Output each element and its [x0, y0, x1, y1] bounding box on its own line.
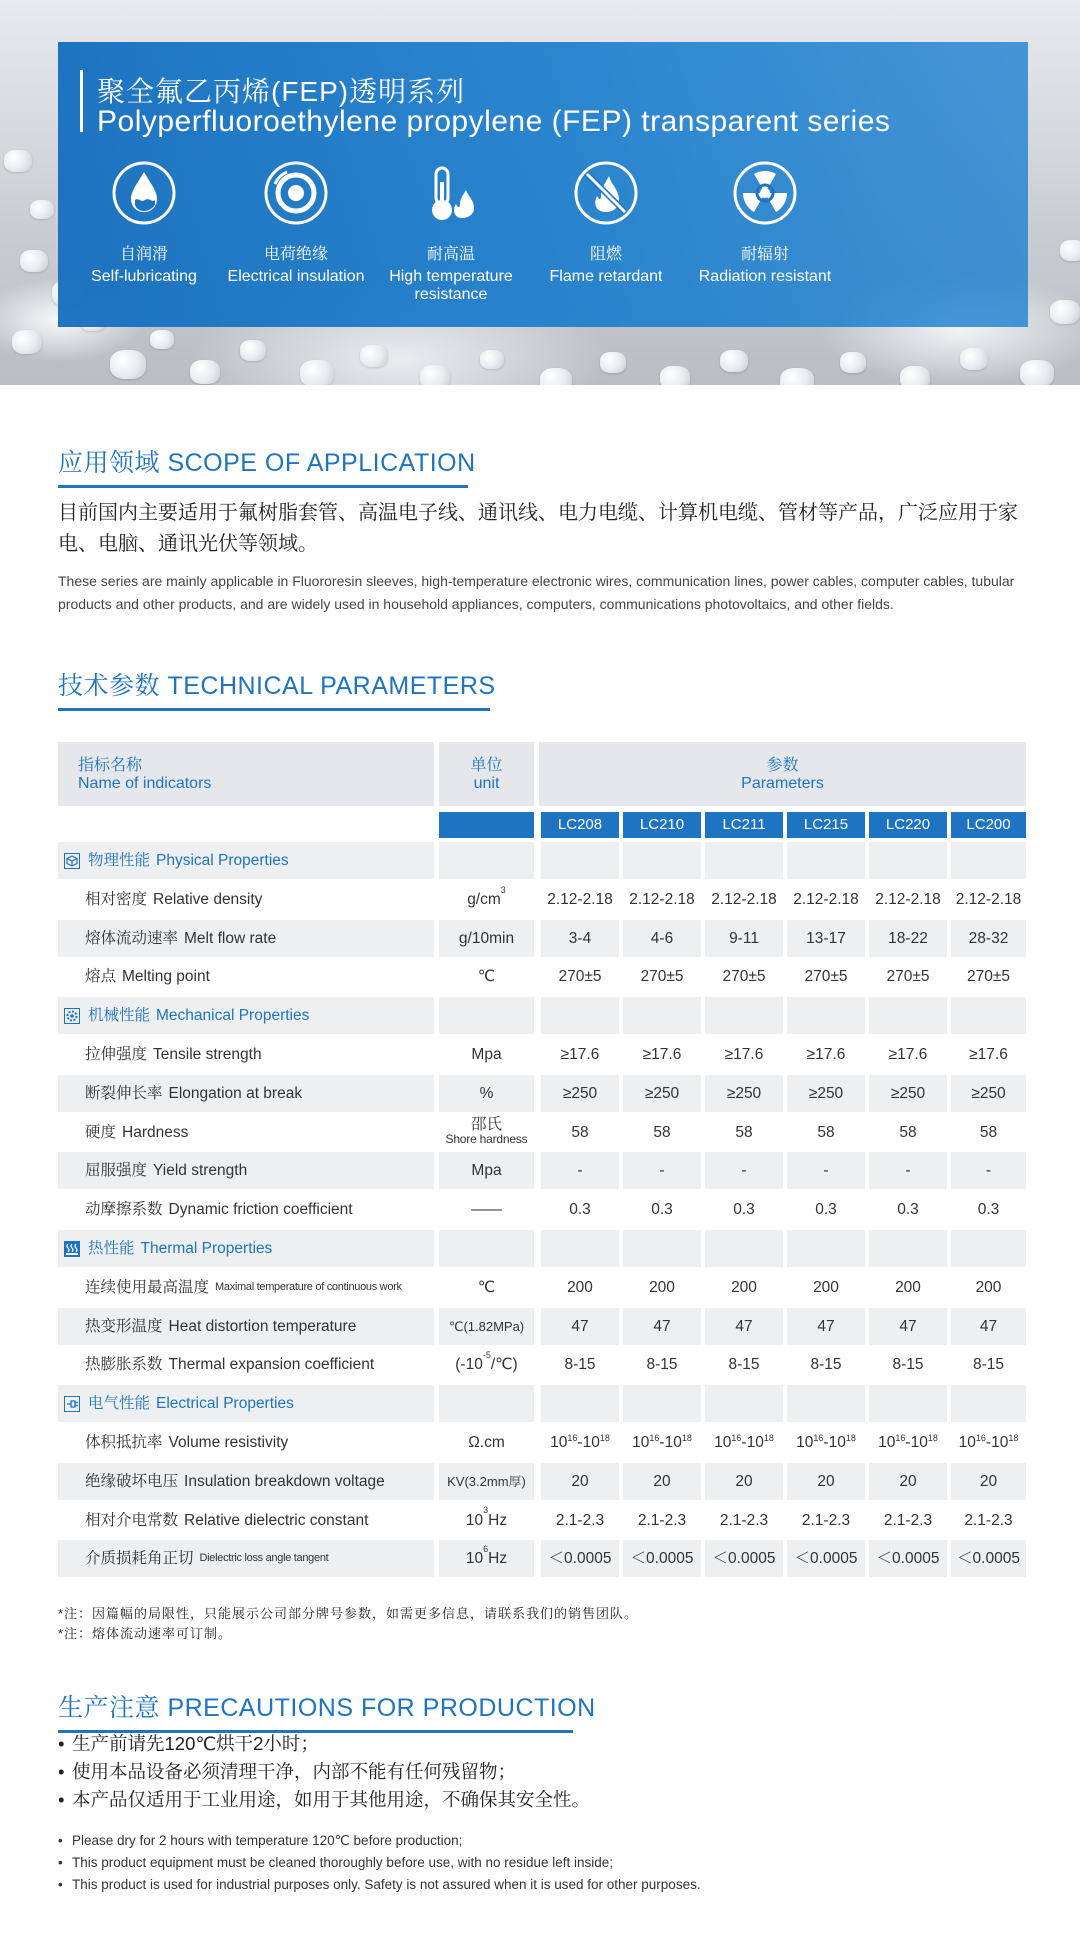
- unit-cell: $g/cm^3$: [439, 881, 534, 918]
- header-param-en: Parameters: [741, 775, 824, 792]
- name-en: Dynamic friction coefficient: [168, 1201, 353, 1219]
- indicator-name: [58, 1308, 434, 1345]
- pellet: [480, 350, 504, 369]
- value-cell: [951, 1230, 1026, 1267]
- value-cell: -: [541, 1152, 619, 1189]
- value-cell: 58: [951, 1114, 1026, 1151]
- unit-cell: $10^6Hz$: [439, 1540, 534, 1577]
- name-en: Dielectric loss angle tangent: [199, 1552, 329, 1565]
- value-cell: [623, 1230, 701, 1267]
- name-en: Yield strength: [153, 1162, 248, 1180]
- value-cell: [623, 1385, 701, 1422]
- value-cell: ＜0.0005: [869, 1540, 947, 1577]
- feature-label-cn: 自润滑: [119, 246, 168, 263]
- feature-label-cn: 阻燃: [589, 246, 622, 263]
- table-row: [58, 881, 1026, 920]
- table-row: [58, 1152, 1026, 1191]
- name-en: Volume resistivity: [168, 1434, 289, 1451]
- name-cn: 连续使用最高温度: [85, 1278, 210, 1296]
- grade-code: LC211: [705, 812, 783, 838]
- unit-cell: Mpa: [439, 1152, 534, 1189]
- scope-heading-underline: [58, 485, 468, 488]
- value-cell: 20: [541, 1463, 619, 1500]
- unit-code-block: [439, 812, 534, 838]
- hero-title-cn: 聚全氟乙丙烯(FEP)透明系列: [97, 76, 466, 107]
- name-en: Tensile strength: [153, 1046, 262, 1063]
- pellet: [720, 350, 748, 372]
- value-cell: 20: [869, 1463, 947, 1500]
- pellet: [110, 350, 146, 379]
- table-row: [58, 1540, 1026, 1579]
- value-cell: 10 $^{16}$ -10 $^{18}$: [869, 1424, 947, 1461]
- unit-cell: ℃: [439, 1269, 534, 1306]
- name-en: Electrical Properties: [156, 1395, 294, 1413]
- unit-cell: ℃: [439, 958, 534, 995]
- value-cell: ≥17.6: [541, 1036, 619, 1073]
- tech-heading-underline: [58, 708, 490, 711]
- indicator-name: [58, 958, 434, 995]
- value-cell: 47: [951, 1308, 1026, 1345]
- value-cell: 200: [623, 1269, 701, 1306]
- grade-code: LC220: [869, 812, 947, 838]
- feature-label-en: Electrical insulation: [227, 268, 365, 285]
- table-row: [58, 1308, 1026, 1347]
- value-cell: 270±5: [951, 958, 1026, 995]
- value-cell: 270±5: [869, 958, 947, 995]
- pellet: [900, 366, 930, 385]
- name-en: Maximal temperature of continuous work: [215, 1280, 402, 1293]
- water-drop-icon: [111, 160, 177, 226]
- value-cell: [541, 842, 619, 879]
- value-cell: 8-15: [705, 1346, 783, 1383]
- pellet: [780, 368, 814, 385]
- value-cell: 8-15: [787, 1346, 865, 1383]
- value-cell: [787, 997, 865, 1034]
- value-cell: 0.3: [541, 1191, 619, 1228]
- name-cn: 熔点: [85, 968, 117, 986]
- header-name-cell: [58, 742, 434, 806]
- value-cell: 2.12-2.18: [787, 881, 865, 918]
- value-cell: [705, 1230, 783, 1267]
- value-cell: [623, 997, 701, 1034]
- unit-cell: KV(3.2mm厚): [439, 1463, 534, 1500]
- value-cell: ≥250: [869, 1075, 947, 1112]
- indicator-name: [58, 1269, 434, 1306]
- pellet: [300, 360, 334, 385]
- indicator-name: [58, 881, 434, 918]
- table-row: [58, 958, 1026, 997]
- pellet: [190, 360, 220, 384]
- name-en: Thermal Properties: [140, 1240, 273, 1257]
- name-cn: 机械性能: [88, 1007, 151, 1025]
- name-cn: 动摩擦系数: [85, 1201, 163, 1219]
- unit-cell: 邵氏 Shore hardness: [439, 1114, 534, 1151]
- value-cell: -: [705, 1152, 783, 1189]
- table-row: [58, 1346, 1026, 1385]
- precautions-list-en: [58, 1830, 701, 1896]
- value-cell: 9-11: [705, 920, 783, 957]
- pellet: [4, 150, 32, 172]
- tech-heading: [58, 666, 496, 711]
- name-en: Mechanical Properties: [156, 1007, 310, 1025]
- value-cell: ≥250: [787, 1075, 865, 1112]
- name-en: Heat distortion temperature: [168, 1317, 357, 1335]
- hero-title-en: Polyperfluoroethylene propylene (FEP) transparent series: [97, 105, 891, 138]
- value-cell: 2.12-2.18: [705, 881, 783, 918]
- value-cell: 200: [951, 1269, 1026, 1306]
- list-item: • This product equipment must be cleaned thoroughly before use, with no residue left inside;: [58, 1855, 614, 1870]
- value-cell: 270±5: [705, 958, 783, 995]
- value-cell: [869, 842, 947, 879]
- unit-cell: [439, 842, 534, 879]
- table-row: [58, 1463, 1026, 1502]
- feature-label-cn: 电荷绝缘: [263, 246, 328, 263]
- value-cell: 2.1-2.3: [623, 1502, 701, 1539]
- name-cn: 硬度: [85, 1123, 117, 1141]
- feature-label-en: Radiation resistant: [698, 268, 832, 285]
- feature-radiation-resistant: [690, 160, 840, 286]
- name-en: Melting point: [122, 968, 210, 986]
- value-cell: [787, 842, 865, 879]
- category-row: [58, 997, 1026, 1036]
- unit-cell: $(-10^{-5}/℃)$: [439, 1346, 534, 1383]
- name-en: Melt flow rate: [184, 929, 277, 947]
- grade-code: LC210: [623, 812, 701, 838]
- table-row: [58, 1191, 1026, 1230]
- value-cell: 2.12-2.18: [541, 881, 619, 918]
- indicator-name: [58, 1346, 434, 1383]
- value-cell: [951, 997, 1026, 1034]
- feature-self-lubricating: [69, 160, 219, 286]
- value-cell: 8-15: [951, 1346, 1026, 1383]
- pellet: [960, 348, 988, 370]
- value-cell: 20: [705, 1463, 783, 1500]
- pellet: [1060, 240, 1080, 261]
- value-cell: 47: [869, 1308, 947, 1345]
- unit-cell: [439, 997, 534, 1034]
- indicator-name: [58, 1191, 434, 1228]
- name-cn: 热性能: [88, 1240, 135, 1257]
- scope-heading: [58, 443, 476, 488]
- list-item: • This product is used for industrial purposes only. Safety is not assured when it is used for other purposes.: [58, 1877, 701, 1892]
- value-cell: 270±5: [541, 958, 619, 995]
- unit-cell: %: [439, 1075, 534, 1112]
- table-header: [58, 742, 1026, 806]
- category-name: [58, 1230, 434, 1267]
- list-item: • 使用本品设备必须清理干净，内部不能有任何残留物；: [58, 1761, 517, 1782]
- value-cell: ≥250: [705, 1075, 783, 1112]
- unit-cell: Mpa: [439, 1036, 534, 1073]
- value-cell: ≥17.6: [951, 1036, 1026, 1073]
- value-cell: 58: [787, 1114, 865, 1151]
- gear-icon: [64, 1008, 80, 1024]
- value-cell: 2.12-2.18: [869, 881, 947, 918]
- value-cell: 3-4: [541, 920, 619, 957]
- feature-electrical-insulation: [221, 160, 371, 286]
- pellet: [30, 200, 54, 219]
- value-cell: [705, 842, 783, 879]
- value-cell: 20: [951, 1463, 1026, 1500]
- insulation-ring-icon: [263, 160, 329, 226]
- value-cell: ＜0.0005: [787, 1540, 865, 1577]
- value-cell: ≥250: [951, 1075, 1026, 1112]
- value-cell: 10 $^{16}$ -10 $^{18}$: [623, 1424, 701, 1461]
- value-cell: 58: [623, 1114, 701, 1151]
- pellet: [360, 345, 388, 367]
- value-cell: 0.3: [951, 1191, 1026, 1228]
- value-cell: 8-15: [541, 1346, 619, 1383]
- hero-title-bar: [80, 70, 83, 132]
- grade-code: LC215: [787, 812, 865, 838]
- unit-cell: [439, 1230, 534, 1267]
- name-cn: 绝缘破坏电压: [85, 1472, 179, 1490]
- precautions-heading-text: 生产注意 PRECAUTIONS FOR PRODUCTION: [58, 1694, 596, 1722]
- value-cell: ≥17.6: [623, 1036, 701, 1073]
- value-cell: -: [951, 1152, 1026, 1189]
- table-row: [58, 1424, 1026, 1463]
- feature-label-en: High temperature resistance: [389, 268, 513, 303]
- indicator-name: [58, 1075, 434, 1112]
- grade-code-row: [58, 812, 1026, 840]
- name-cn: 拉伸强度: [85, 1046, 148, 1063]
- table-row: [58, 1075, 1026, 1114]
- name-cn: 热膨胀系数: [85, 1356, 163, 1374]
- pellet: [600, 352, 626, 373]
- value-cell: ＜0.0005: [623, 1540, 701, 1577]
- pellet: [420, 365, 450, 385]
- name-cn: 体积抵抗率: [85, 1434, 163, 1451]
- name-en: Physical Properties: [156, 852, 289, 869]
- scope-text-en: These series are mainly applicable in Fluororesin sleeves, high-temperature electronic wires, communication lines, power cables, computer cables, tubular products and other products, and are widely used in household appliances, computers, communications photovoltaics, and other fields.: [58, 573, 1015, 612]
- radiation-icon: [732, 160, 798, 226]
- name-en: Elongation at break: [168, 1084, 303, 1102]
- value-cell: [541, 1230, 619, 1267]
- indicator-name: [58, 1114, 434, 1151]
- list-item: • 本产品仅适用于工业用途，如用于其他用途，不确保其安全性。: [58, 1789, 591, 1810]
- value-cell: 200: [541, 1269, 619, 1306]
- precautions-list-cn: [58, 1730, 590, 1814]
- plug-icon: [64, 1396, 80, 1412]
- value-cell: ＜0.0005: [951, 1540, 1026, 1577]
- name-cn: 熔体流动速率: [85, 929, 179, 947]
- value-cell: 10 $^{16}$ -10 $^{18}$: [951, 1424, 1026, 1461]
- name-cn: 断裂伸长率: [85, 1084, 163, 1102]
- hero-banner: [0, 0, 1080, 385]
- indicator-name: [58, 1540, 434, 1577]
- value-cell: ≥17.6: [869, 1036, 947, 1073]
- value-cell: 270±5: [787, 958, 865, 995]
- value-cell: 4-6: [623, 920, 701, 957]
- category-name: [58, 1385, 434, 1422]
- grade-code: LC208: [541, 812, 619, 838]
- value-cell: 2.1-2.3: [541, 1502, 619, 1539]
- value-cell: [623, 842, 701, 879]
- pellet: [840, 352, 866, 373]
- value-cell: 2.1-2.3: [951, 1502, 1026, 1539]
- feature-label-cn: 耐高温: [426, 246, 475, 263]
- precautions-heading: [58, 1688, 596, 1733]
- value-cell: 2.1-2.3: [787, 1502, 865, 1539]
- value-cell: 200: [787, 1269, 865, 1306]
- pellet: [540, 368, 572, 385]
- table-row: [58, 1502, 1026, 1541]
- category-row: [58, 1385, 1026, 1424]
- category-row: [58, 842, 1026, 881]
- indicator-name: [58, 1463, 434, 1500]
- name-en: Hardness: [122, 1123, 189, 1141]
- header-name-en: Name of indicators: [78, 775, 212, 792]
- value-cell: ＜0.0005: [541, 1540, 619, 1577]
- header-name-cn: 指标名称: [78, 757, 143, 774]
- value-cell: 2.1-2.3: [705, 1502, 783, 1539]
- scope-text-cn: 目前国内主要适用于氟树脂套管、高温电子线、通讯线、电力电缆、计算机电缆、管材等产品，广泛应用于家电、电脑、通讯光伏等领域。: [58, 502, 1018, 555]
- value-cell: 58: [869, 1114, 947, 1151]
- unit-cell: [439, 1385, 534, 1422]
- header-param-cell: [539, 742, 1026, 806]
- value-cell: [705, 1385, 783, 1422]
- feature-label-en: Flame retardant: [549, 268, 663, 285]
- value-cell: 0.3: [787, 1191, 865, 1228]
- name-en: Relative density: [153, 890, 263, 908]
- indicator-name: [58, 1502, 434, 1539]
- pellet: [660, 366, 690, 385]
- unit-cell: $10^3Hz$: [439, 1502, 534, 1539]
- value-cell: [787, 1385, 865, 1422]
- cube-icon: [64, 853, 80, 869]
- value-cell: 47: [705, 1308, 783, 1345]
- unit-cell: Ω.cm: [439, 1424, 534, 1461]
- header-param-cn: 参数: [766, 757, 799, 774]
- name-cn: 屈服强度: [85, 1162, 148, 1180]
- value-cell: 270±5: [623, 958, 701, 995]
- name-en: Insulation breakdown voltage: [184, 1472, 385, 1490]
- name-en: Thermal expansion coefficient: [168, 1356, 375, 1374]
- tech-heading-text: 技术参数 TECHNICAL PARAMETERS: [58, 672, 496, 700]
- value-cell: 0.3: [705, 1191, 783, 1228]
- thermometer-flame-icon: [418, 160, 484, 226]
- value-cell: [705, 997, 783, 1034]
- category-name: [58, 997, 434, 1034]
- value-cell: 0.3: [623, 1191, 701, 1228]
- table-row: [58, 1114, 1026, 1153]
- name-en: Relative dielectric constant: [184, 1511, 369, 1529]
- scope-heading-text: 应用领域 SCOPE OF APPLICATION: [58, 449, 476, 477]
- value-cell: 8-15: [869, 1346, 947, 1383]
- header-unit-cell: [439, 742, 534, 806]
- indicator-name: [58, 1036, 434, 1073]
- value-cell: [951, 1385, 1026, 1422]
- name-cn: 电气性能: [88, 1395, 151, 1413]
- value-cell: 2.12-2.18: [951, 881, 1026, 918]
- grade-code: LC200: [951, 812, 1026, 838]
- table-row: [58, 1036, 1026, 1075]
- indicator-name: [58, 1424, 434, 1461]
- value-cell: ≥17.6: [787, 1036, 865, 1073]
- indicator-name: [58, 920, 434, 957]
- footnotes: [58, 1604, 638, 1644]
- unit-cell: ℃(1.82MPa): [439, 1308, 534, 1345]
- value-cell: [869, 1230, 947, 1267]
- value-cell: 10 $^{16}$ -10 $^{18}$: [705, 1424, 783, 1461]
- value-cell: -: [787, 1152, 865, 1189]
- table-row: [58, 1269, 1026, 1308]
- pellet: [20, 250, 48, 272]
- pellet: [12, 330, 42, 354]
- category-name: [58, 842, 434, 879]
- value-cell: -: [623, 1152, 701, 1189]
- header-unit-cn: 单位: [470, 757, 503, 774]
- value-cell: 58: [705, 1114, 783, 1151]
- feature-label-cn: 耐辐射: [740, 246, 789, 263]
- value-cell: 28-32: [951, 920, 1026, 957]
- value-cell: [541, 1385, 619, 1422]
- value-cell: ＜0.0005: [705, 1540, 783, 1577]
- value-cell: 10 $^{16}$ -10 $^{18}$: [787, 1424, 865, 1461]
- value-cell: 200: [705, 1269, 783, 1306]
- table-row: [58, 920, 1026, 959]
- category-row: [58, 1230, 1026, 1269]
- value-cell: ≥17.6: [705, 1036, 783, 1073]
- feature-flame-retardant: [531, 160, 681, 286]
- footnote-1: *注：因篇幅的局限性，只能展示公司部分牌号参数，如需更多信息，请联系我们的销售团队。: [58, 1606, 639, 1621]
- footnote-2: *注：熔体流动速率可订制。: [58, 1626, 233, 1641]
- value-cell: 18-22: [869, 920, 947, 957]
- value-cell: 13-17: [787, 920, 865, 957]
- value-cell: [951, 842, 1026, 879]
- name-cn: 介质损耗角正切: [85, 1550, 194, 1568]
- name-cn: 物理性能: [88, 852, 151, 869]
- value-cell: 2.1-2.3: [869, 1502, 947, 1539]
- flame-retardant-icon: [573, 160, 639, 226]
- unit-cell: ——: [439, 1191, 534, 1228]
- unit-cell: g/10min: [439, 920, 534, 957]
- value-cell: [869, 1385, 947, 1422]
- value-cell: 47: [623, 1308, 701, 1345]
- value-cell: 10 $^{16}$ -10 $^{18}$: [541, 1424, 619, 1461]
- value-cell: 47: [541, 1308, 619, 1345]
- heat-icon: [64, 1241, 80, 1257]
- pellet: [150, 330, 174, 349]
- value-cell: ≥250: [541, 1075, 619, 1112]
- value-cell: 20: [623, 1463, 701, 1500]
- pellet: [1020, 360, 1054, 385]
- value-cell: ≥250: [623, 1075, 701, 1112]
- list-item: • Please dry for 2 hours with temperature 120℃ before production;: [58, 1833, 463, 1848]
- name-cn: 热变形温度: [85, 1317, 163, 1335]
- value-cell: 8-15: [623, 1346, 701, 1383]
- name-cn: 相对介电常数: [85, 1511, 179, 1529]
- name-cn: 相对密度: [85, 890, 148, 908]
- value-cell: 47: [787, 1308, 865, 1345]
- value-cell: 2.12-2.18: [623, 881, 701, 918]
- pellet: [1050, 300, 1080, 324]
- header-unit-en: unit: [473, 775, 500, 792]
- value-cell: 0.3: [869, 1191, 947, 1228]
- feature-label-en: Self-lubricating: [91, 268, 197, 285]
- value-cell: 200: [869, 1269, 947, 1306]
- value-cell: [869, 997, 947, 1034]
- indicator-name: [58, 1152, 434, 1189]
- value-cell: 58: [541, 1114, 619, 1151]
- feature-high-temperature: [376, 160, 526, 304]
- value-cell: -: [869, 1152, 947, 1189]
- list-item: • 生产前请先120℃烘干2小时；: [58, 1733, 319, 1754]
- value-cell: 20: [787, 1463, 865, 1500]
- value-cell: [787, 1230, 865, 1267]
- value-cell: [541, 997, 619, 1034]
- pellet: [240, 340, 266, 361]
